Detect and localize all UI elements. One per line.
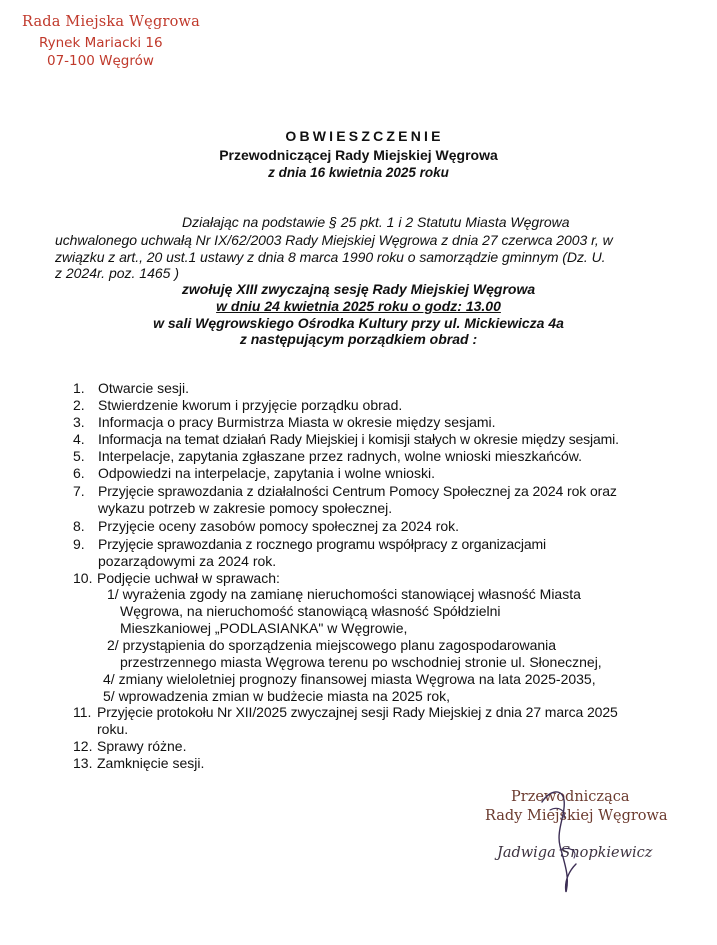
- list-item-number: 4.: [73, 431, 85, 447]
- list-item-number: 10.: [73, 570, 93, 586]
- list-item-text: roku.: [97, 721, 129, 737]
- intro-line: z 2024r. poz. 1465 ): [55, 265, 180, 281]
- list-item-number: 5.: [73, 448, 85, 464]
- intro-line: Działając na podstawie § 25 pkt. 1 i 2 Statutu Miasta Węgrowa: [182, 214, 570, 230]
- handwritten-signature-icon: [520, 780, 620, 900]
- list-item-text: Przyjęcie sprawozdania z działalności Centrum Pomocy Społecznej za 2024 rok oraz: [98, 483, 617, 499]
- list-item-number: 7.: [73, 483, 85, 499]
- list-item-text: Sprawy różne.: [97, 738, 187, 754]
- signature-name: Jadwiga Snopkiewicz: [497, 845, 653, 861]
- intro-line: związku z art., 20 ust.1 ustawy z dnia 8 marca 1990 roku o samorządzie gminnym (Dz. U.: [55, 249, 606, 265]
- document-title: OBWIESZCZENIE: [285, 128, 444, 144]
- list-item-text: pozarządowymi za 2024 rok.: [98, 553, 277, 569]
- list-item-text: Podjęcie uchwał w sprawach:: [97, 570, 280, 586]
- signature-role: Przewodnicząca: [511, 789, 630, 805]
- resolution-line: 1/ wyrażenia zgody na zamianę nieruchomości stanowiącej własność Miasta: [107, 586, 581, 602]
- list-item-text: Stwierdzenie kworum i przyjęcie porządku obrad.: [98, 397, 403, 413]
- resolution-line: 5/ wprowadzenia zmian w budżecie miasta na 2025 rok,: [103, 688, 451, 704]
- list-item-number: 9.: [73, 536, 85, 552]
- list-item-text: Przyjęcie sprawozdania z rocznego programu współpracy z organizacjami: [98, 536, 546, 552]
- document-date: z dnia 16 kwietnia 2025 roku: [268, 165, 449, 180]
- list-item-number: 11.: [73, 704, 92, 720]
- stamp-street: Rynek Mariacki 16: [39, 35, 163, 51]
- stamp-council-name: Rada Miejska Węgrowa: [22, 14, 200, 30]
- list-item-text: Zamknięcie sesji.: [97, 755, 205, 771]
- list-item-number: 6.: [73, 465, 85, 481]
- document-subtitle: Przewodniczącej Rady Miejskiej Węgrowa: [219, 147, 498, 163]
- list-item-text: Informacja o pracy Burmistrza Miasta w okresie między sesjami.: [98, 414, 496, 430]
- list-item-number: 13.: [73, 755, 93, 771]
- list-item-text: Przyjęcie protokołu Nr XII/2025 zwyczajnej sesji Rady Miejskiej z dnia 27 marca 2025: [97, 704, 618, 720]
- resolution-line: 2/ przystąpienia do sporządzenia miejscowego planu zagospodarowania: [107, 637, 557, 653]
- convocation-line: zwołuję XIII zwyczajną sesję Rady Miejskiej Węgrowa: [181, 281, 536, 297]
- list-item-text: Przyjęcie oceny zasobów pomocy społecznej za 2024 rok.: [98, 518, 460, 534]
- list-item-text: Otwarcie sesji.: [98, 380, 190, 396]
- resolution-line: 4/ zmiany wieloletniej prognozy finansowej miasta Węgrowa na lata 2025-2035,: [103, 671, 596, 687]
- resolution-line: Mieszkaniowej „PODLASIANKA" w Węgrowie,: [120, 620, 408, 636]
- list-item-number: 1.: [73, 380, 85, 396]
- convocation-datetime: w dniu 24 kwietnia 2025 roku o godz: 13.00: [216, 298, 501, 314]
- signature-organization: Rady Miejskiej Węgrowa: [485, 808, 668, 824]
- list-item-text: Interpelacje, zapytania zgłaszane przez radnych, wolne wnioski mieszkańców.: [98, 448, 583, 464]
- list-item-number: 12.: [73, 738, 93, 754]
- intro-line: uchwalonego uchwałą Nr IX/62/2003 Rady Miejskiej Węgrowa z dnia 27 czerwca 2003 r, w: [55, 232, 613, 248]
- list-item-text: Informacja na temat działań Rady Miejskiej i komisji stałych w okresie między sesjami.: [98, 431, 619, 447]
- list-item-text: Odpowiedzi na interpelacje, zapytania i wolne wnioski.: [98, 465, 435, 481]
- list-item-number: 2.: [73, 397, 85, 413]
- list-item-text: wykazu potrzeb w zakresie pomocy społecznej.: [98, 500, 393, 516]
- resolution-line: Węgrowa, na nieruchomość stanowiącą własność Spółdzielni: [120, 603, 501, 619]
- list-item-number: 3.: [73, 414, 85, 430]
- stamp-postal-code: 07-100 Węgrów: [47, 53, 154, 69]
- convocation-agenda-intro: z następującym porządkiem obrad :: [239, 331, 478, 347]
- convocation-venue: w sali Węgrowskiego Ośrodka Kultury przy ul. Mickiewicza 4a: [153, 315, 564, 331]
- resolution-line: przestrzennego miasta Węgrowa terenu po wschodniej stronie ul. Słonecznej,: [120, 654, 602, 670]
- list-item-number: 8.: [73, 518, 85, 534]
